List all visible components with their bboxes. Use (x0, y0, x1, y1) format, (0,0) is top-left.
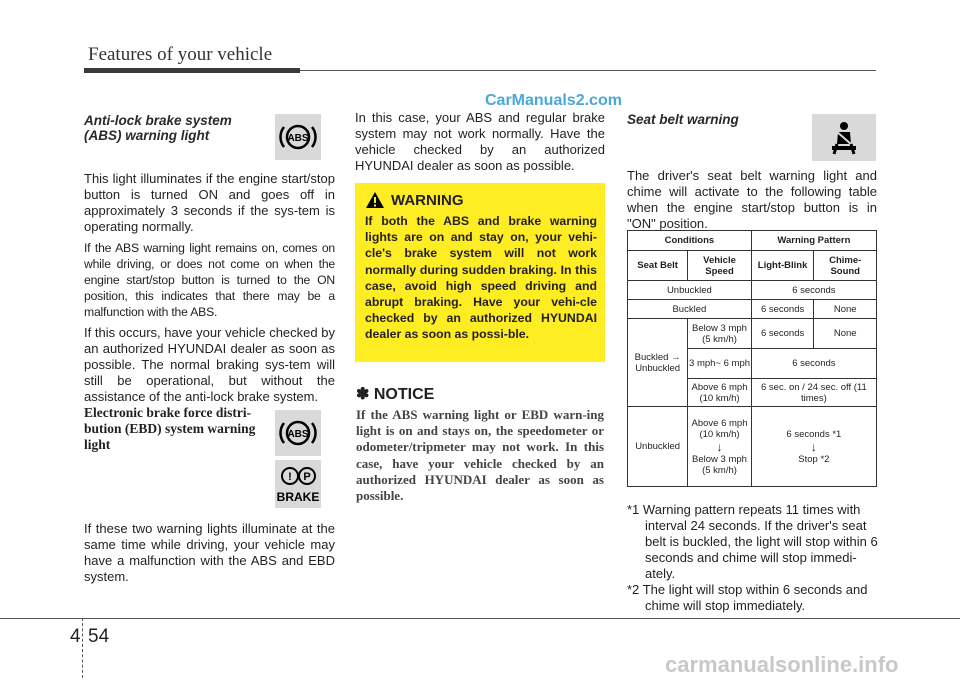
svg-text:P: P (303, 471, 311, 483)
page-header-title: Features of your vehicle (88, 44, 273, 65)
ebd-para: If these two warning lights illuminate at the same time while driving, your vehicle may have a malfunction with the ABS and EBD system. (84, 521, 335, 584)
brake-warning-icon (275, 460, 321, 508)
chapter-number: 4 (70, 626, 81, 647)
abs-para-2: If the ABS warning light remains on, comes on while driving, or does not come on when the engine start/stop button is turned to the ON position, this indicates that there may be a malfunction with the ABS. (84, 241, 335, 319)
ebd-body (84, 521, 335, 590)
warning-triangle-icon (365, 191, 385, 209)
svg-text:ABS: ABS (287, 429, 309, 440)
table-cell: Unbuckled (628, 407, 688, 487)
table-cell: 6 seconds *1 ↓ Stop *2 (751, 407, 876, 487)
seatbelt-warning-icon (812, 114, 876, 161)
svg-text:BRAKE: BRAKE (276, 490, 320, 504)
table-header-light-blink: Light-Blink (751, 251, 814, 281)
table-cell: 6 sec. on / 24 sec. off (11 times) (751, 379, 876, 407)
abs-warning-icon (275, 114, 321, 160)
watermark-bottom[interactable]: carmanualsonline.info (665, 652, 899, 677)
table-header-chime-sound: Chime-Sound (814, 251, 877, 281)
warning-box (355, 183, 605, 362)
footer-divider (82, 618, 83, 678)
svg-text:!: ! (288, 471, 292, 483)
ebd-abs-icon (275, 410, 321, 456)
abs-para-1: This light illuminates if the engine start/stop button is turned ON and goes off in approximately 3 seconds if the sys-tem is operating normally. (84, 171, 335, 234)
abs-heading: Anti-lock brake system (ABS) warning light (84, 113, 232, 143)
table-cell: Above 6 mph (10 km/h) ↓ Below 3 mph (5 km/h) (688, 407, 752, 487)
abs-body (84, 171, 335, 410)
table-cell: None (814, 300, 877, 319)
header-bar (84, 68, 300, 73)
table-cell: 6 seconds (751, 300, 814, 319)
table-cell: Above 6 mph (10 km/h) (688, 379, 752, 407)
middle-body (355, 110, 605, 179)
abs-para-3: If this occurs, have your vehicle checked by an authorized HYUNDAI dealer as soon as possible. The normal braking sys-tem will still be operational, but without the assistance of the anti-lock brake system. (84, 325, 335, 404)
header-rule (300, 70, 876, 71)
footer-rule (0, 618, 960, 619)
middle-para: In this case, your ABS and regular brake system may not work normally. Have the vehicle checked by an authorized HYUNDAI dealer as soon as possible. (355, 110, 605, 173)
warning-title: WARNING (365, 191, 597, 209)
table-cell: Unbuckled (628, 281, 752, 300)
warning-text: If both the ABS and brake warning lights are on and stay on, your vehi-cle's brake system will not work normally during sudden braking. In this case, avoid high speed driving and abrupt braking. Have your vehi-cle checked by an authorized HYUNDAI dealer as soon as possi-ble. (365, 214, 597, 342)
page-number: 54 (88, 626, 110, 647)
table-header-conditions: Conditions (628, 231, 752, 251)
table-cell: Buckled → Unbuckled (628, 319, 688, 407)
seatbelt-table-wrap (627, 230, 877, 487)
table-cell: 6 seconds (751, 319, 814, 349)
footnote-1: *1 Warning pattern repeats 11 times with interval 24 seconds. If the driver's seat belt is buckled, the light will stop within 6 seconds and chime will stop immedi-ately. (627, 502, 878, 581)
table-header-warning-pattern: Warning Pattern (751, 231, 876, 251)
svg-text:ABS: ABS (287, 133, 309, 144)
seatbelt-table (627, 230, 877, 487)
ebd-heading: Electronic brake force distri- bution (EBD) system warning light (84, 405, 256, 452)
watermark-top[interactable]: CarManuals2.com (485, 92, 622, 109)
table-cell: Buckled (628, 300, 752, 319)
table-cell: 3 mph~ 6 mph (688, 349, 752, 379)
notice-title: ✽ NOTICE (356, 386, 435, 403)
table-cell: None (814, 319, 877, 349)
table-cell: Below 3 mph (5 km/h) (688, 319, 752, 349)
footnotes (627, 502, 879, 614)
table-cell: 6 seconds (751, 281, 876, 300)
notice-text: If the ABS warning light or EBD warn-ing light is on and stays on, the speedometer or odometer/tripmeter may not work. In this case, have your vehicle checked by an authorized HYUNDAI dealer as soon as possible. (356, 407, 604, 504)
table-cell: 6 seconds (751, 349, 876, 379)
seatbelt-para: The driver's seat belt warning light and chime will activate to the following table when the engine start/stop button is in "ON" position. (627, 168, 877, 231)
table-header-vehicle-speed: Vehicle Speed (688, 251, 752, 281)
seatbelt-heading: Seat belt warning (627, 112, 739, 127)
table-header-seat-belt: Seat Belt (628, 251, 688, 281)
seatbelt-body (627, 168, 877, 237)
footnote-2: *2 The light will stop within 6 seconds and chime will stop immediately. (627, 582, 868, 613)
